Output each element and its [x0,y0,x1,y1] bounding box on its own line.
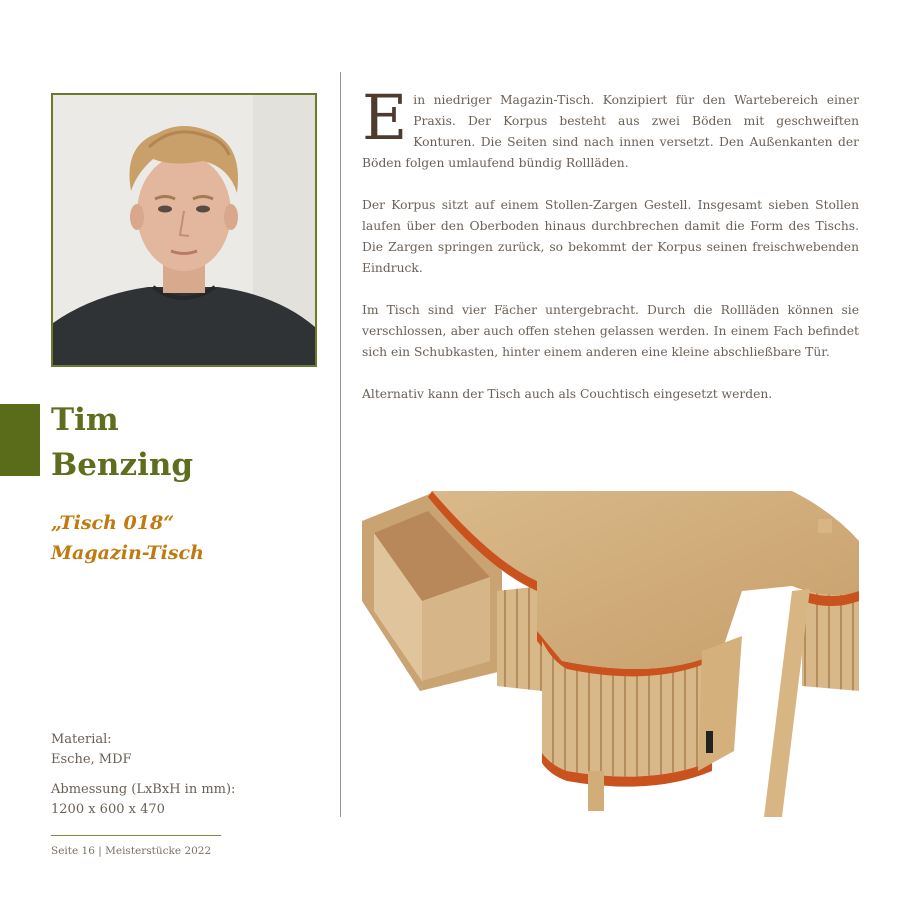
footer-divider [51,835,221,836]
specs-block [51,730,235,820]
paragraph-1-text: in niedriger Magazin-Tisch. Konzipiert für den Wartebereich einer Praxis. Der Korpus besteht aus zwei Böden mit geschweiften Konturen. Die Seiten sind nach innen versetzt. Den Außenkanten der Böden folgen umlaufend bündig Rollläden. [362,93,859,170]
article-body [362,81,859,426]
last-name: Benzing [51,447,194,483]
project-type: Magazin-Tisch [51,542,204,564]
dimensions-label: Abmessung (LxBxH in mm): [51,782,236,797]
paragraph-2: Der Korpus sitzt auf einem Stollen-Zargen Gestell. Insgesamt sieben Stollen laufen über den Oberboden hinaus durchbrechen damit die Form des Tischs. Die Zargen springen zurück, so bekommt der Korpus seinen freischwebenden Eindruck. [362,198,859,275]
table-illustration [362,491,859,817]
portrait-illustration [53,95,315,365]
portrait-photo [51,93,317,367]
dimensions-value: 1200 x 600 x 470 [51,802,165,817]
project-title: „Tisch 018“ [51,512,175,534]
table-photo [362,491,859,817]
paragraph-4: Alternativ kann der Tisch auch als Couchtisch eingesetzt werden. [362,387,773,401]
name-accent-bar [0,404,40,476]
project-subtitle [51,508,204,568]
paragraph-1 [362,81,859,174]
column-divider [340,72,341,817]
drop-cap: E [362,81,408,154]
person-name [51,398,193,488]
page-footer: Seite 16 | Meisterstücke 2022 [51,845,212,857]
material-label: Material: [51,732,112,747]
paragraph-3: Im Tisch sind vier Fächer untergebracht. Durch die Rollläden können sie verschlossen, aber auch offen stehen gelassen werden. In einem Fach befindet sich ein Schubkasten, hinter einem anderen eine kleine abschließbare Tür. [362,303,859,359]
first-name: Tim [51,402,119,438]
material-value: Esche, MDF [51,752,132,767]
